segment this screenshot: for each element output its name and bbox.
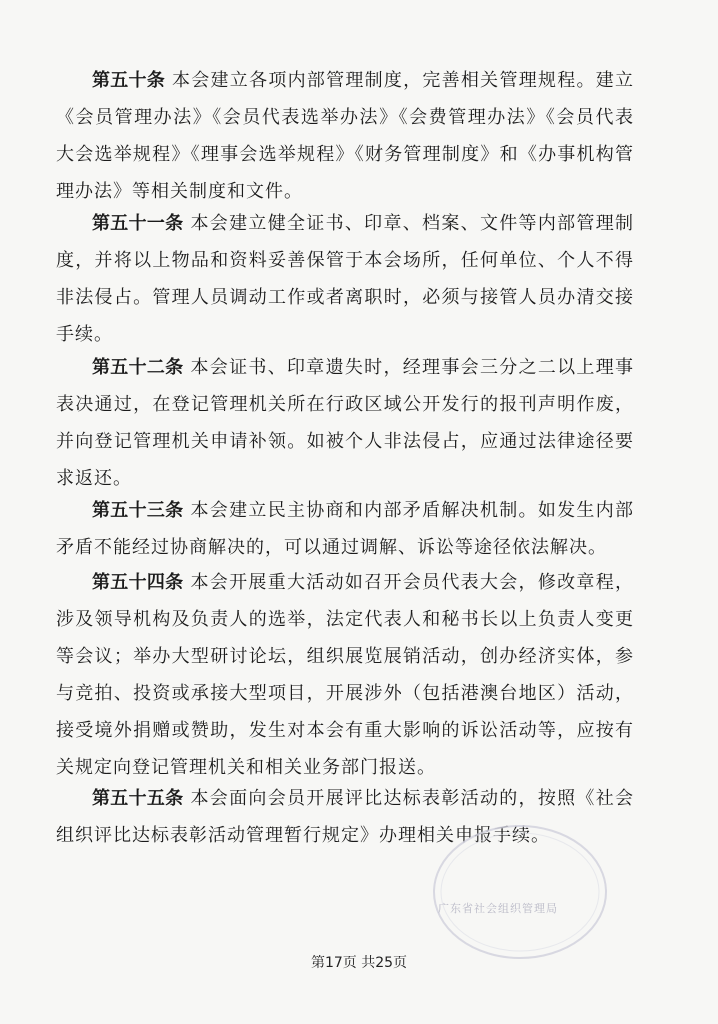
official-seal-stamp xyxy=(430,822,610,962)
article-number: 第五十二条 xyxy=(92,357,184,378)
article-number: 第五十四条 xyxy=(92,572,184,593)
article-text: 本会证书、印章遗失时，经理事会三分之二以上理事表决通过，在登记管理机关所在行政区域公开发行的报刊声明作废，并向登记管理机关申请补领。如被个人非法侵占，应通过法律途径要求返还。 xyxy=(56,357,635,489)
article-number: 第五十一条 xyxy=(92,213,184,234)
article-text: 本会建立民主协商和内部矛盾解决机制。如发生内部矛盾不能经过协商解决的，可以通过调解、诉讼等途径依法解决。 xyxy=(56,500,635,558)
article-53 xyxy=(56,492,634,566)
article-number: 第五十条 xyxy=(92,70,166,91)
article-number: 第五十三条 xyxy=(92,500,184,521)
article-text: 本会开展重大活动如召开会员代表大会，修改章程，涉及领导机构及负责人的选举，法定代表人和秘书长以上负责人变更等会议；举办大型研讨论坛，组织展览展销活动，创办经济实体，参与竞拍、投资或承接大型项目，开展涉外（包括港澳台地区）活动，接受境外捐赠或赞助，发生对本会有重大影响的诉讼活动等，应按有关规定向登记管理机关和相关业务部门报送。 xyxy=(56,572,635,778)
article-52 xyxy=(56,349,634,497)
article-50 xyxy=(56,62,634,210)
article-54 xyxy=(56,564,634,786)
page-number-footer: 第17页 共25页 xyxy=(310,955,408,971)
article-text: 本会建立各项内部管理制度，完善相关管理规程。建立《会员管理办法》《会员代表选举办法》《会费管理办法》《会员代表大会选举规程》《理事会选举规程》《财务管理制度》和《办事机构管理办法》等相关制度和文件。 xyxy=(56,70,634,202)
article-number: 第五十五条 xyxy=(92,788,184,809)
article-51 xyxy=(56,205,634,353)
article-text: 本会面向会员开展评比达标表彰活动的，按照《社会组织评比达标表彰活动管理暂行规定》办理相关申报手续。 xyxy=(56,788,635,846)
seal-text: 广东省社会组织管理局 xyxy=(438,902,558,915)
article-text: 本会建立健全证书、印章、档案、文件等内部管理制度，并将以上物品和资料妥善保管于本会场所，任何单位、个人不得非法侵占。管理人员调动工作或者离职时，必须与接管人员办清交接手续。 xyxy=(56,213,635,345)
